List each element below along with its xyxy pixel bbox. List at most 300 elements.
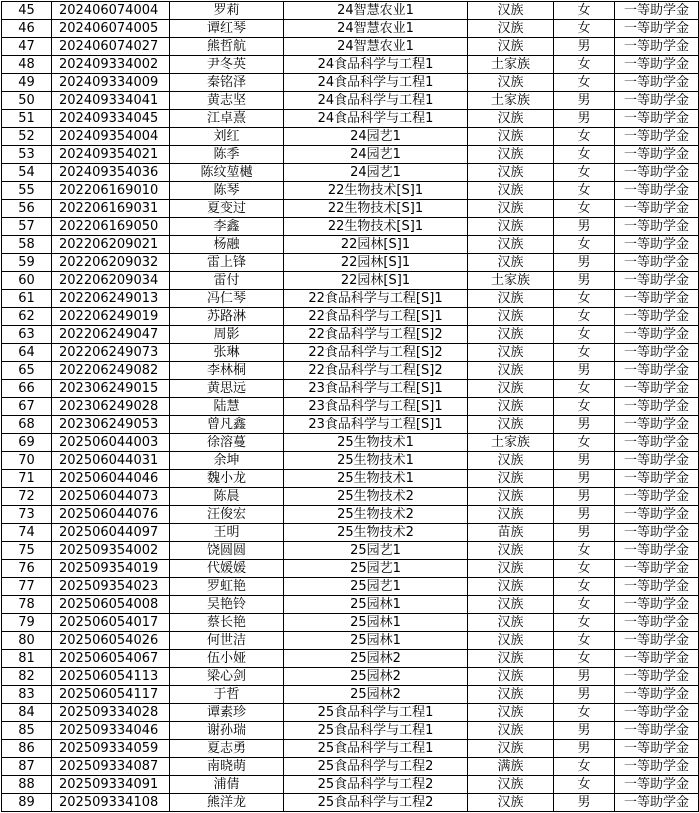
student-name-cell: 夏变过 xyxy=(170,200,284,218)
row-number-cell: 86 xyxy=(2,740,52,758)
row-number-cell: 48 xyxy=(2,56,52,74)
student-name-cell: 陈晨 xyxy=(170,488,284,506)
gender-cell: 女 xyxy=(554,236,615,254)
student-name-cell: 陈琴 xyxy=(170,182,284,200)
student-name-cell: 熊哲航 xyxy=(170,38,284,56)
table-row xyxy=(2,578,699,596)
class-cell: 24食品科学与工程1 xyxy=(284,110,468,128)
ethnicity-cell: 汉族 xyxy=(468,578,554,596)
row-number-cell: 46 xyxy=(2,20,52,38)
grant-level-cell: 一等助学金 xyxy=(615,524,699,542)
ethnicity-cell: 土家族 xyxy=(468,92,554,110)
gender-cell: 男 xyxy=(554,416,615,434)
table-row xyxy=(2,20,699,38)
grant-level-cell: 一等助学金 xyxy=(615,794,699,812)
class-cell: 25园林2 xyxy=(284,686,468,704)
grant-level-cell: 一等助学金 xyxy=(615,272,699,290)
row-number-cell: 63 xyxy=(2,326,52,344)
grant-level-cell: 一等助学金 xyxy=(615,686,699,704)
student-id-cell: 202206249082 xyxy=(52,362,170,380)
row-number-cell: 54 xyxy=(2,164,52,182)
gender-cell: 男 xyxy=(554,92,615,110)
row-number-cell: 55 xyxy=(2,182,52,200)
ethnicity-cell: 汉族 xyxy=(468,686,554,704)
class-cell: 25园林1 xyxy=(284,632,468,650)
grant-level-cell: 一等助学金 xyxy=(615,416,699,434)
student-id-cell: 202509354019 xyxy=(52,560,170,578)
gender-cell: 女 xyxy=(554,578,615,596)
table-row xyxy=(2,542,699,560)
ethnicity-cell: 汉族 xyxy=(468,596,554,614)
table-row xyxy=(2,74,699,92)
gender-cell: 女 xyxy=(554,542,615,560)
class-cell: 22生物技术[S]1 xyxy=(284,200,468,218)
gender-cell: 男 xyxy=(554,272,615,290)
row-number-cell: 52 xyxy=(2,128,52,146)
student-name-cell: 夏志勇 xyxy=(170,740,284,758)
row-number-cell: 84 xyxy=(2,704,52,722)
ethnicity-cell: 汉族 xyxy=(468,290,554,308)
class-cell: 25食品科学与工程2 xyxy=(284,758,468,776)
student-name-cell: 徐溶蔓 xyxy=(170,434,284,452)
ethnicity-cell: 汉族 xyxy=(468,110,554,128)
table-row xyxy=(2,146,699,164)
student-id-cell: 202506044073 xyxy=(52,488,170,506)
table-row xyxy=(2,524,699,542)
grant-level-cell: 一等助学金 xyxy=(615,740,699,758)
gender-cell: 男 xyxy=(554,722,615,740)
grant-level-cell: 一等助学金 xyxy=(615,362,699,380)
class-cell: 22食品科学与工程[S]2 xyxy=(284,344,468,362)
student-name-cell: 伍小娅 xyxy=(170,650,284,668)
row-number-cell: 65 xyxy=(2,362,52,380)
table-row xyxy=(2,164,699,182)
student-id-cell: 202206249019 xyxy=(52,308,170,326)
ethnicity-cell: 汉族 xyxy=(468,470,554,488)
row-number-cell: 61 xyxy=(2,290,52,308)
student-name-cell: 熊洋龙 xyxy=(170,794,284,812)
gender-cell: 男 xyxy=(554,686,615,704)
table-row xyxy=(2,56,699,74)
student-id-cell: 202506044097 xyxy=(52,524,170,542)
table-row xyxy=(2,290,699,308)
student-name-cell: 陆慧 xyxy=(170,398,284,416)
grant-level-cell: 一等助学金 xyxy=(615,218,699,236)
ethnicity-cell: 汉族 xyxy=(468,20,554,38)
table-row xyxy=(2,362,699,380)
student-name-cell: 代媛媛 xyxy=(170,560,284,578)
student-id-cell: 202509354002 xyxy=(52,542,170,560)
gender-cell: 女 xyxy=(554,596,615,614)
row-number-cell: 70 xyxy=(2,452,52,470)
gender-cell: 女 xyxy=(554,146,615,164)
student-name-cell: 南晓萌 xyxy=(170,758,284,776)
row-number-cell: 76 xyxy=(2,560,52,578)
gender-cell: 女 xyxy=(554,290,615,308)
class-cell: 25食品科学与工程1 xyxy=(284,740,468,758)
class-cell: 25生物技术1 xyxy=(284,452,468,470)
grant-level-cell: 一等助学金 xyxy=(615,164,699,182)
table-row xyxy=(2,38,699,56)
ethnicity-cell: 汉族 xyxy=(468,614,554,632)
grant-level-cell: 一等助学金 xyxy=(615,182,699,200)
table-row xyxy=(2,272,699,290)
gender-cell: 女 xyxy=(554,56,615,74)
row-number-cell: 53 xyxy=(2,146,52,164)
student-name-cell: 谭素珍 xyxy=(170,704,284,722)
table-row xyxy=(2,614,699,632)
ethnicity-cell: 汉族 xyxy=(468,542,554,560)
student-name-cell: 谢孙瑞 xyxy=(170,722,284,740)
student-id-cell: 202409354004 xyxy=(52,128,170,146)
gender-cell: 女 xyxy=(554,164,615,182)
student-name-cell: 秦铭泽 xyxy=(170,74,284,92)
student-id-cell: 202506054113 xyxy=(52,668,170,686)
ethnicity-cell: 土家族 xyxy=(468,434,554,452)
row-number-cell: 51 xyxy=(2,110,52,128)
grant-level-cell: 一等助学金 xyxy=(615,722,699,740)
student-id-cell: 202509334028 xyxy=(52,704,170,722)
table-row xyxy=(2,650,699,668)
student-id-cell: 202206249013 xyxy=(52,290,170,308)
class-cell: 25园林2 xyxy=(284,668,468,686)
grant-level-cell: 一等助学金 xyxy=(615,38,699,56)
row-number-cell: 80 xyxy=(2,632,52,650)
ethnicity-cell: 土家族 xyxy=(468,56,554,74)
gender-cell: 女 xyxy=(554,128,615,146)
table-body xyxy=(2,2,699,812)
class-cell: 22食品科学与工程[S]2 xyxy=(284,326,468,344)
student-id-cell: 202506044003 xyxy=(52,434,170,452)
table-row xyxy=(2,254,699,272)
ethnicity-cell: 土家族 xyxy=(468,272,554,290)
class-cell: 25园艺1 xyxy=(284,542,468,560)
class-cell: 25园艺1 xyxy=(284,560,468,578)
student-id-cell: 202406074004 xyxy=(52,2,170,20)
gender-cell: 男 xyxy=(554,470,615,488)
student-name-cell: 陈纹堃樾 xyxy=(170,164,284,182)
ethnicity-cell: 汉族 xyxy=(468,452,554,470)
table-row xyxy=(2,488,699,506)
class-cell: 25食品科学与工程1 xyxy=(284,722,468,740)
gender-cell: 男 xyxy=(554,38,615,56)
grant-level-cell: 一等助学金 xyxy=(615,704,699,722)
class-cell: 25生物技术1 xyxy=(284,434,468,452)
row-number-cell: 89 xyxy=(2,794,52,812)
gender-cell: 女 xyxy=(554,380,615,398)
table-row xyxy=(2,632,699,650)
gender-cell: 女 xyxy=(554,200,615,218)
student-name-cell: 曾凡鑫 xyxy=(170,416,284,434)
ethnicity-cell: 汉族 xyxy=(468,182,554,200)
grant-level-cell: 一等助学金 xyxy=(615,110,699,128)
student-name-cell: 陈季 xyxy=(170,146,284,164)
gender-cell: 男 xyxy=(554,362,615,380)
student-id-cell: 202506054017 xyxy=(52,614,170,632)
grant-level-cell: 一等助学金 xyxy=(615,398,699,416)
class-cell: 25生物技术2 xyxy=(284,506,468,524)
ethnicity-cell: 汉族 xyxy=(468,398,554,416)
table-row xyxy=(2,236,699,254)
class-cell: 25园艺1 xyxy=(284,578,468,596)
student-name-cell: 谭红琴 xyxy=(170,20,284,38)
student-name-cell: 王明 xyxy=(170,524,284,542)
table-row xyxy=(2,794,699,812)
student-id-cell: 202509334108 xyxy=(52,794,170,812)
row-number-cell: 60 xyxy=(2,272,52,290)
student-id-cell: 202509354023 xyxy=(52,578,170,596)
grant-level-cell: 一等助学金 xyxy=(615,92,699,110)
table-row xyxy=(2,470,699,488)
student-id-cell: 202506054026 xyxy=(52,632,170,650)
grant-level-cell: 一等助学金 xyxy=(615,632,699,650)
student-name-cell: 江卓熹 xyxy=(170,110,284,128)
gender-cell: 女 xyxy=(554,434,615,452)
grant-level-cell: 一等助学金 xyxy=(615,2,699,20)
class-cell: 24园艺1 xyxy=(284,146,468,164)
class-cell: 24食品科学与工程1 xyxy=(284,92,468,110)
table-row xyxy=(2,380,699,398)
class-cell: 25园林1 xyxy=(284,614,468,632)
grant-level-cell: 一等助学金 xyxy=(615,434,699,452)
class-cell: 22生物技术[S]1 xyxy=(284,218,468,236)
student-name-cell: 黄思远 xyxy=(170,380,284,398)
student-id-cell: 202506054117 xyxy=(52,686,170,704)
gender-cell: 男 xyxy=(554,524,615,542)
ethnicity-cell: 汉族 xyxy=(468,128,554,146)
student-name-cell: 于哲 xyxy=(170,686,284,704)
table-row xyxy=(2,722,699,740)
student-id-cell: 202206169031 xyxy=(52,200,170,218)
class-cell: 24食品科学与工程1 xyxy=(284,74,468,92)
grant-level-cell: 一等助学金 xyxy=(615,542,699,560)
ethnicity-cell: 汉族 xyxy=(468,668,554,686)
ethnicity-cell: 汉族 xyxy=(468,362,554,380)
row-number-cell: 83 xyxy=(2,686,52,704)
ethnicity-cell: 满族 xyxy=(468,758,554,776)
gender-cell: 女 xyxy=(554,776,615,794)
grant-level-cell: 一等助学金 xyxy=(615,452,699,470)
class-cell: 22食品科学与工程[S]1 xyxy=(284,290,468,308)
ethnicity-cell: 汉族 xyxy=(468,218,554,236)
gender-cell: 男 xyxy=(554,506,615,524)
table-row xyxy=(2,560,699,578)
student-name-cell: 杨融 xyxy=(170,236,284,254)
gender-cell: 女 xyxy=(554,308,615,326)
row-number-cell: 88 xyxy=(2,776,52,794)
class-cell: 23食品科学与工程[S]1 xyxy=(284,380,468,398)
student-id-cell: 202509334087 xyxy=(52,758,170,776)
grant-level-cell: 一等助学金 xyxy=(615,506,699,524)
student-name-cell: 刘红 xyxy=(170,128,284,146)
ethnicity-cell: 汉族 xyxy=(468,74,554,92)
ethnicity-cell: 汉族 xyxy=(468,740,554,758)
student-id-cell: 202206249073 xyxy=(52,344,170,362)
ethnicity-cell: 汉族 xyxy=(468,2,554,20)
row-number-cell: 57 xyxy=(2,218,52,236)
table-row xyxy=(2,326,699,344)
grant-level-cell: 一等助学金 xyxy=(615,308,699,326)
student-id-cell: 202506054008 xyxy=(52,596,170,614)
ethnicity-cell: 汉族 xyxy=(468,560,554,578)
row-number-cell: 73 xyxy=(2,506,52,524)
row-number-cell: 67 xyxy=(2,398,52,416)
grant-level-cell: 一等助学金 xyxy=(615,776,699,794)
student-id-cell: 202406074005 xyxy=(52,20,170,38)
ethnicity-cell: 汉族 xyxy=(468,506,554,524)
grant-level-cell: 一等助学金 xyxy=(615,578,699,596)
table-row xyxy=(2,740,699,758)
student-id-cell: 202506054067 xyxy=(52,650,170,668)
student-id-cell: 202409334002 xyxy=(52,56,170,74)
table-row xyxy=(2,506,699,524)
table-row xyxy=(2,434,699,452)
grant-level-cell: 一等助学金 xyxy=(615,668,699,686)
ethnicity-cell: 汉族 xyxy=(468,794,554,812)
gender-cell: 女 xyxy=(554,704,615,722)
student-name-cell: 吴艳铃 xyxy=(170,596,284,614)
class-cell: 22园林[S]1 xyxy=(284,236,468,254)
class-cell: 25园林2 xyxy=(284,650,468,668)
row-number-cell: 75 xyxy=(2,542,52,560)
student-id-cell: 202206209032 xyxy=(52,254,170,272)
table-row xyxy=(2,596,699,614)
student-id-cell: 202206169010 xyxy=(52,182,170,200)
student-name-cell: 魏小龙 xyxy=(170,470,284,488)
grant-level-cell: 一等助学金 xyxy=(615,326,699,344)
ethnicity-cell: 汉族 xyxy=(468,416,554,434)
row-number-cell: 78 xyxy=(2,596,52,614)
grant-level-cell: 一等助学金 xyxy=(615,650,699,668)
student-name-cell: 黄志坚 xyxy=(170,92,284,110)
ethnicity-cell: 汉族 xyxy=(468,38,554,56)
table-row xyxy=(2,200,699,218)
row-number-cell: 77 xyxy=(2,578,52,596)
student-id-cell: 202409354021 xyxy=(52,146,170,164)
gender-cell: 男 xyxy=(554,452,615,470)
gender-cell: 女 xyxy=(554,182,615,200)
student-name-cell: 冯仁琴 xyxy=(170,290,284,308)
gender-cell: 男 xyxy=(554,740,615,758)
class-cell: 24智慧农业1 xyxy=(284,38,468,56)
ethnicity-cell: 汉族 xyxy=(468,776,554,794)
row-number-cell: 81 xyxy=(2,650,52,668)
student-name-cell: 罗莉 xyxy=(170,2,284,20)
student-id-cell: 202206169050 xyxy=(52,218,170,236)
ethnicity-cell: 汉族 xyxy=(468,380,554,398)
ethnicity-cell: 苗族 xyxy=(468,524,554,542)
grant-level-cell: 一等助学金 xyxy=(615,20,699,38)
student-id-cell: 202406074027 xyxy=(52,38,170,56)
class-cell: 25生物技术2 xyxy=(284,524,468,542)
class-cell: 23食品科学与工程[S]1 xyxy=(284,416,468,434)
table-row xyxy=(2,2,699,20)
grant-level-cell: 一等助学金 xyxy=(615,470,699,488)
grant-level-cell: 一等助学金 xyxy=(615,128,699,146)
grant-level-cell: 一等助学金 xyxy=(615,254,699,272)
class-cell: 24智慧农业1 xyxy=(284,2,468,20)
class-cell: 22园林[S]1 xyxy=(284,272,468,290)
grant-level-cell: 一等助学金 xyxy=(615,560,699,578)
ethnicity-cell: 汉族 xyxy=(468,254,554,272)
gender-cell: 女 xyxy=(554,398,615,416)
row-number-cell: 68 xyxy=(2,416,52,434)
ethnicity-cell: 汉族 xyxy=(468,632,554,650)
ethnicity-cell: 汉族 xyxy=(468,236,554,254)
class-cell: 25食品科学与工程2 xyxy=(284,794,468,812)
gender-cell: 男 xyxy=(554,110,615,128)
student-id-cell: 202409334045 xyxy=(52,110,170,128)
table-row xyxy=(2,668,699,686)
row-number-cell: 69 xyxy=(2,434,52,452)
gender-cell: 女 xyxy=(554,560,615,578)
student-id-cell: 202306249053 xyxy=(52,416,170,434)
student-name-cell: 周影 xyxy=(170,326,284,344)
class-cell: 25食品科学与工程2 xyxy=(284,776,468,794)
student-name-cell: 汪俊宏 xyxy=(170,506,284,524)
table-row xyxy=(2,398,699,416)
ethnicity-cell: 汉族 xyxy=(468,326,554,344)
gender-cell: 男 xyxy=(554,218,615,236)
gender-cell: 女 xyxy=(554,2,615,20)
row-number-cell: 66 xyxy=(2,380,52,398)
table-row xyxy=(2,776,699,794)
table-row xyxy=(2,218,699,236)
student-name-cell: 苏路淋 xyxy=(170,308,284,326)
class-cell: 22生物技术[S]1 xyxy=(284,182,468,200)
class-cell: 25生物技术1 xyxy=(284,470,468,488)
table-row xyxy=(2,128,699,146)
table-row xyxy=(2,92,699,110)
table-row xyxy=(2,110,699,128)
ethnicity-cell: 汉族 xyxy=(468,308,554,326)
table-row xyxy=(2,344,699,362)
grant-level-cell: 一等助学金 xyxy=(615,758,699,776)
grant-level-cell: 一等助学金 xyxy=(615,146,699,164)
row-number-cell: 87 xyxy=(2,758,52,776)
ethnicity-cell: 汉族 xyxy=(468,164,554,182)
student-name-cell: 李林桐 xyxy=(170,362,284,380)
student-id-cell: 202506044046 xyxy=(52,470,170,488)
student-id-cell: 202509334046 xyxy=(52,722,170,740)
table-row xyxy=(2,704,699,722)
gender-cell: 男 xyxy=(554,794,615,812)
grant-level-cell: 一等助学金 xyxy=(615,596,699,614)
student-name-cell: 雷付 xyxy=(170,272,284,290)
table-row xyxy=(2,452,699,470)
class-cell: 24园艺1 xyxy=(284,128,468,146)
ethnicity-cell: 汉族 xyxy=(468,344,554,362)
grant-level-cell: 一等助学金 xyxy=(615,236,699,254)
grant-level-cell: 一等助学金 xyxy=(615,290,699,308)
student-id-cell: 202509334091 xyxy=(52,776,170,794)
row-number-cell: 56 xyxy=(2,200,52,218)
row-number-cell: 50 xyxy=(2,92,52,110)
gender-cell: 女 xyxy=(554,614,615,632)
student-name-cell: 浦倩 xyxy=(170,776,284,794)
row-number-cell: 47 xyxy=(2,38,52,56)
row-number-cell: 45 xyxy=(2,2,52,20)
row-number-cell: 79 xyxy=(2,614,52,632)
student-name-cell: 蔡长艳 xyxy=(170,614,284,632)
gender-cell: 女 xyxy=(554,326,615,344)
class-cell: 25食品科学与工程1 xyxy=(284,704,468,722)
student-id-cell: 202206209034 xyxy=(52,272,170,290)
grant-level-cell: 一等助学金 xyxy=(615,200,699,218)
ethnicity-cell: 汉族 xyxy=(468,200,554,218)
class-cell: 24园艺1 xyxy=(284,164,468,182)
student-id-cell: 202206249047 xyxy=(52,326,170,344)
